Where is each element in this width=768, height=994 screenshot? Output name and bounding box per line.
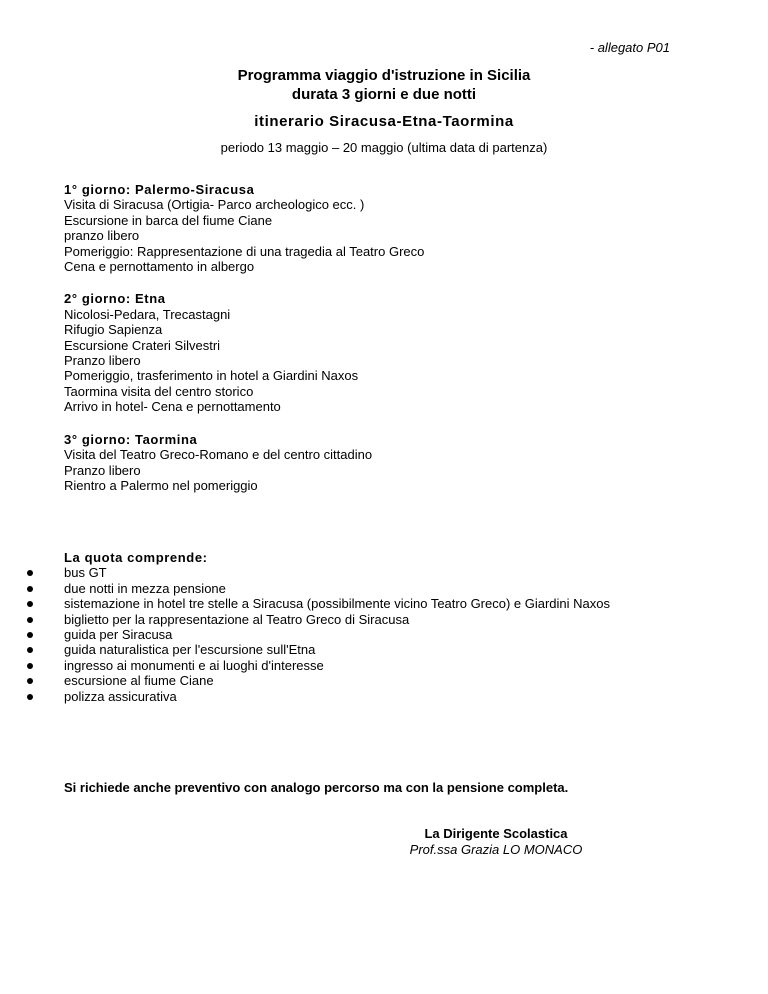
bullet-icon xyxy=(27,632,33,638)
list-item xyxy=(64,689,664,704)
day-line: Pranzo libero xyxy=(64,353,141,369)
title-block xyxy=(0,66,768,156)
day-line: Nicolosi-Pedara, Trecastagni xyxy=(64,306,231,322)
day-2 xyxy=(64,291,684,414)
day-line: Escursione Crateri Silvestri xyxy=(64,337,221,353)
list-item xyxy=(64,596,664,611)
day-title: 1° giorno: Palermo-Siracusa xyxy=(64,182,255,197)
quota-item-text: biglietto per la rappresentazione al Teatro Greco di Siracusa xyxy=(64,611,410,627)
day-line: Taormina visita del centro storico xyxy=(64,383,254,399)
bullet-icon xyxy=(27,601,33,607)
list-item xyxy=(64,581,664,596)
bullet-icon xyxy=(27,570,33,576)
list-item xyxy=(64,627,664,642)
list-item xyxy=(64,565,664,580)
signature-name: Prof.ssa Grazia LO MONACO xyxy=(409,842,583,857)
day-line: Cena e pernottamento in albergo xyxy=(64,259,255,275)
bullet-icon xyxy=(27,647,33,653)
day-line: Visita di Siracusa (Ortigia- Parco archeologico ecc. ) xyxy=(64,197,365,213)
quota-item-text: polizza assicurativa xyxy=(64,688,177,704)
quota-item-text: bus GT xyxy=(64,565,107,581)
quota-item-text: ingresso ai monumenti e ai luoghi d'interesse xyxy=(64,657,324,673)
quota-list xyxy=(64,565,664,704)
bullet-icon xyxy=(27,586,33,592)
quota-item-text: sistemazione in hotel tre stelle a Siracusa (possibilmente vicino Teatro Greco) e Giardini Naxos xyxy=(64,596,611,612)
bullet-icon xyxy=(27,617,33,623)
title-line-1: Programma viaggio d'istruzione in Sicilia xyxy=(237,67,531,84)
title-line-2: durata 3 giorni e due notti xyxy=(291,86,477,103)
itinerario-title: itinerario Siracusa-Etna-Taormina xyxy=(254,113,514,130)
day-line: Visita del Teatro Greco-Romano e del centro cittadino xyxy=(64,447,373,463)
quota-item-text: guida naturalistica per l'escursione sull'Etna xyxy=(64,642,316,658)
quota-item-text: due notti in mezza pensione xyxy=(64,580,226,596)
day-line: Arrivo in hotel- Cena e pernottamento xyxy=(64,399,281,415)
quota-title: La quota comprende: xyxy=(64,550,208,565)
day-3 xyxy=(64,432,684,494)
day-title: 2° giorno: Etna xyxy=(64,291,166,307)
list-item xyxy=(64,612,664,627)
signature-block xyxy=(396,826,596,858)
day-line: Escursione in barca del fiume Ciane xyxy=(64,212,273,228)
day-line: Pranzo libero xyxy=(64,462,141,478)
bullet-icon xyxy=(27,694,33,700)
quota-section xyxy=(64,550,664,704)
itinerary-days xyxy=(64,182,684,510)
list-item xyxy=(64,642,664,657)
day-title: 3° giorno: Taormina xyxy=(64,431,198,447)
day-1 xyxy=(64,182,684,274)
day-line: pranzo libero xyxy=(64,228,140,244)
bullet-icon xyxy=(27,663,33,669)
day-line: Rifugio Sapienza xyxy=(64,322,163,338)
bullet-icon xyxy=(27,678,33,684)
quota-item-text: guida per Siracusa xyxy=(64,627,173,643)
periodo-text: periodo 13 maggio – 20 maggio (ultima data di partenza) xyxy=(220,140,548,155)
day-line: Pomeriggio, trasferimento in hotel a Giardini Naxos xyxy=(64,368,359,384)
preventivo-note: Si richiede anche preventivo con analogo percorso ma con la pensione completa. xyxy=(64,780,569,795)
day-line: Pomeriggio: Rappresentazione di una tragedia al Teatro Greco xyxy=(64,243,425,259)
quota-item-text: escursione al fiume Ciane xyxy=(64,673,214,689)
signature-title: La Dirigente Scolastica xyxy=(424,826,568,841)
day-line: Rientro a Palermo nel pomeriggio xyxy=(64,477,258,493)
allegato-label: - allegato P01 xyxy=(589,40,670,55)
list-item xyxy=(64,673,664,688)
list-item xyxy=(64,658,664,673)
